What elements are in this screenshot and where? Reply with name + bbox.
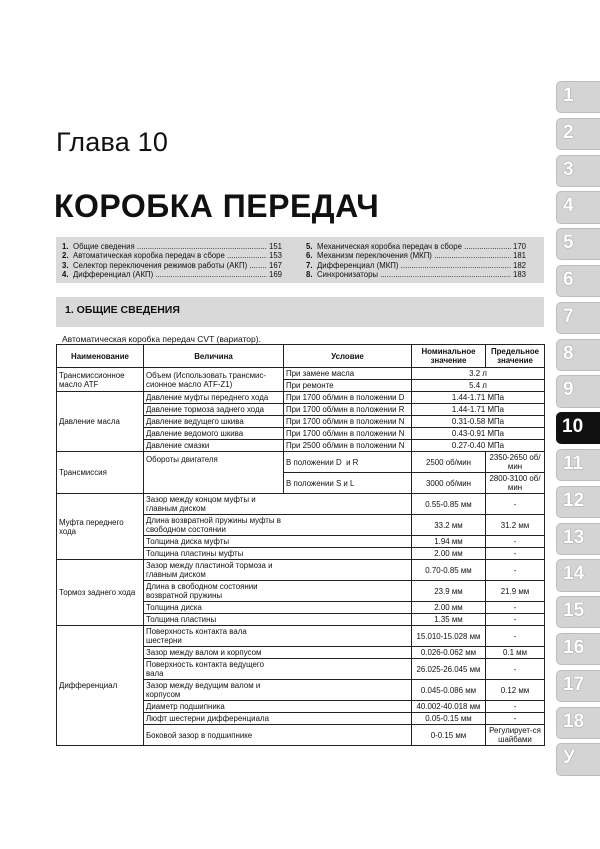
- chapter-tab-label: 9: [563, 379, 574, 401]
- cell-name: Трансмиссия: [57, 452, 144, 494]
- cell-nominal: 15.010-15.028 мм: [412, 626, 486, 647]
- cell-limit: 0.1 мм: [486, 647, 545, 659]
- chapter-label: Глава 10: [56, 127, 169, 157]
- cell-value: [144, 560, 412, 581]
- toc-item[interactable]: [62, 270, 282, 279]
- chapter-tab-6[interactable]: [556, 265, 600, 297]
- chapter-tab-label: 16: [563, 636, 585, 658]
- cell-value: Давление ведомого шкива: [144, 428, 284, 440]
- cell-nominal: 2500 об/мин: [412, 452, 486, 473]
- cell-value-text: Зазор между концом муфты и главным диском: [146, 495, 256, 513]
- section-title: 1. ОБЩИЕ СВЕДЕНИЯ: [65, 304, 180, 316]
- cell-limit: -: [486, 560, 545, 581]
- toc-item-label: Дифференциал (МКП) .....: [317, 261, 511, 270]
- table-header-row: [57, 345, 545, 368]
- cell-value: Боковой зазор в подшипнике: [144, 725, 412, 746]
- cell-value: Давление ведущего шкива: [144, 416, 284, 428]
- cell-value: [144, 659, 412, 680]
- cell-nominal: 1.44-1.71 МПа: [412, 404, 545, 416]
- cell-nominal: 23.9 мм: [412, 581, 486, 602]
- cell-condition: При 1700 об/мин в положении N: [284, 416, 412, 428]
- chapter-tab-14[interactable]: [556, 559, 600, 591]
- chapter-tab-label: 1: [563, 85, 574, 106]
- cell-value: Толщина пластины: [144, 614, 412, 626]
- chapter-tab-label: 11: [563, 452, 584, 474]
- chapter-tab-1[interactable]: [556, 81, 600, 113]
- cell-value: [144, 680, 412, 701]
- cell-name: Трансмиссионное масло ATF: [57, 368, 144, 392]
- toc-item-number: 1.: [62, 242, 69, 251]
- cell-value: Объем (Использовать трансмис-сионное масло ATF-Z1): [144, 368, 284, 392]
- cell-condition-part: В положении D: [286, 457, 342, 467]
- cell-value-text: Длина в свободном состоянии возвратной пружины: [146, 582, 258, 600]
- toc-item-number: 5.: [306, 242, 313, 251]
- cell-value: [144, 626, 412, 647]
- cell-limit: 21.9 мм: [486, 581, 545, 602]
- cell-nominal: 1.94 мм: [412, 536, 486, 548]
- table-row: [57, 494, 545, 515]
- cell-value-text: Поверхность контакта вала шестерни: [146, 627, 247, 645]
- cell-value: Толщина пластины муфты: [144, 548, 412, 560]
- toc-item[interactable]: [62, 242, 282, 251]
- chapter-tab-label: 7: [563, 305, 574, 327]
- column-header: Наименование: [57, 345, 144, 368]
- chapter-tab-12[interactable]: [556, 486, 600, 518]
- chapter-tab-16[interactable]: [556, 633, 600, 665]
- cell-name: Дифференциал: [57, 626, 144, 746]
- chapter-tab-11[interactable]: [556, 449, 600, 481]
- chapter-tab-label: 8: [563, 342, 574, 364]
- cell-limit: 2800-3100 об/мин: [486, 473, 545, 494]
- table-row: [57, 560, 545, 581]
- cell-value: Давление тормоза заднего хода: [144, 404, 284, 416]
- chapter-tab-label: У: [563, 747, 575, 769]
- toc-column-right: [306, 242, 526, 279]
- toc-item-page: 167: [268, 260, 282, 270]
- toc-item-page: 181: [512, 251, 526, 261]
- cell-nominal: 2.00 мм: [412, 602, 486, 614]
- toc-item-number: 3.: [62, 260, 69, 270]
- cell-value-text: Зазор между ведущим валом и корпусом: [146, 681, 261, 699]
- table-row: [57, 392, 545, 404]
- chapter-tab-label: 2: [563, 121, 574, 143]
- chapter-tab-label: 14: [563, 563, 585, 585]
- toc-item-number: 7.: [306, 260, 313, 270]
- toc-item[interactable]: [62, 251, 282, 260]
- cell-limit: 2350-2650 об/мин: [486, 452, 545, 473]
- cell-value: Давление муфты переднего хода: [144, 392, 284, 404]
- column-header: Номинальное значение: [412, 345, 486, 368]
- cell-nominal: 0.43-0.91 МПа: [412, 428, 545, 440]
- section-header: [56, 297, 544, 327]
- cell-value: [144, 581, 412, 602]
- cell-limit: -: [486, 701, 545, 713]
- toc-column-left: [62, 242, 282, 279]
- toc-item-number: 8.: [306, 269, 313, 279]
- chapter-tab-5[interactable]: [556, 228, 600, 260]
- cell-limit: -: [486, 713, 545, 725]
- cell-nominal: 1.44-1.71 МПа: [412, 392, 545, 404]
- cell-nominal: 5.4 л: [412, 380, 545, 392]
- chapter-tab-15[interactable]: [556, 596, 600, 628]
- cell-value: Диаметр подшипника: [144, 701, 412, 713]
- toc-item-page: 151: [268, 242, 282, 251]
- chapter-tab-label: 18: [563, 710, 585, 732]
- cell-limit: -: [486, 494, 545, 515]
- cell-condition-part: и R: [346, 457, 359, 467]
- toc-item-number: 4.: [62, 269, 69, 279]
- cell-nominal: 0.026-0.062 мм: [412, 647, 486, 659]
- cell-nominal: 0-0.15 мм: [412, 725, 486, 746]
- toc-item-label: Общие сведения .....: [73, 242, 267, 251]
- table-of-contents: [56, 237, 544, 283]
- chapter-tab-13[interactable]: [556, 523, 600, 555]
- cell-nominal: 0.70-0.85 мм: [412, 560, 486, 581]
- cell-nominal: 3000 об/мин: [412, 473, 486, 494]
- chapter-tab-4[interactable]: [556, 191, 600, 223]
- toc-item[interactable]: [306, 242, 526, 251]
- cell-condition: [284, 452, 412, 473]
- cell-value-text: Поверхность контакта ведущего вала: [146, 660, 265, 678]
- cell-limit: Регулирует-ся шайбами: [486, 725, 545, 746]
- toc-item-page: 169: [268, 269, 282, 279]
- chapter-tab-10[interactable]: [556, 412, 600, 444]
- cell-value: Зазор между валом и корпусом: [144, 647, 412, 659]
- toc-item-page: 182: [512, 260, 526, 270]
- toc-item[interactable]: [306, 270, 526, 279]
- cell-limit: -: [486, 602, 545, 614]
- cell-value-text: Зазор между пластиной тормоза и главным диском: [146, 561, 273, 579]
- toc-item-label: Механическая коробка передач в сборе .....: [317, 242, 511, 251]
- cell-condition: При 1700 об/мин в положении D: [284, 392, 412, 404]
- chapter-tab-label: 12: [563, 489, 585, 511]
- chapter-tab-label: 3: [563, 158, 574, 180]
- toc-item-number: 2.: [62, 251, 69, 261]
- chapter-tab-label: 17: [563, 673, 585, 695]
- toc-item-page: 183: [512, 269, 526, 279]
- toc-item-page: 170: [512, 242, 526, 251]
- cell-nominal: 33.2 мм: [412, 515, 486, 536]
- chapter-tab-7[interactable]: [556, 302, 600, 334]
- cell-value: [144, 515, 412, 536]
- cell-limit: -: [486, 659, 545, 680]
- cell-value: Давление смазки: [144, 440, 284, 452]
- intro-text: Автоматическая коробка передач CVT (вариатор).: [62, 334, 261, 344]
- cell-condition: При 1700 об/мин в положении R: [284, 404, 412, 416]
- cell-limit: -: [486, 536, 545, 548]
- cell-nominal: 40.002-40.018 мм: [412, 701, 486, 713]
- cell-nominal: 2.00 мм: [412, 548, 486, 560]
- chapter-tab-8[interactable]: [556, 339, 600, 371]
- cell-condition: При 1700 об/мин в положении N: [284, 428, 412, 440]
- cell-nominal: 0.55-0.85 мм: [412, 494, 486, 515]
- cell-nominal: 0.045-0.086 мм: [412, 680, 486, 701]
- cell-limit: -: [486, 614, 545, 626]
- cell-limit: -: [486, 626, 545, 647]
- column-header: Условие: [284, 345, 412, 368]
- cell-condition: При замене масла: [284, 368, 412, 380]
- cell-nominal: 3.2 л: [412, 368, 545, 380]
- toc-item-label: Дифференциал (АКП) .....: [73, 270, 267, 279]
- cell-nominal: 0.31-0.58 МПа: [412, 416, 545, 428]
- table-row: [57, 368, 545, 380]
- table-row: [57, 452, 545, 473]
- chapter-tab-17[interactable]: [556, 670, 600, 702]
- cell-nominal: 0.05-0.15 мм: [412, 713, 486, 725]
- column-header: Величина: [144, 345, 284, 368]
- cell-nominal: 1.35 мм: [412, 614, 486, 626]
- chapter-tab-9[interactable]: [556, 375, 600, 407]
- cell-name: Тормоз заднего хода: [57, 560, 144, 626]
- cell-name: Давление масла: [57, 392, 144, 452]
- cell-value: Толщина диска: [144, 602, 412, 614]
- cell-condition: При ремонте: [284, 380, 412, 392]
- cell-limit: -: [486, 548, 545, 560]
- cell-value: [144, 494, 412, 515]
- cell-name: Муфта переднего хода: [57, 494, 144, 560]
- chapter-tab-label: 6: [563, 268, 574, 290]
- cell-value: Люфт шестерни дифференциала: [144, 713, 412, 725]
- chapter-tab-label: 5: [563, 232, 574, 254]
- chapter-tabs: [556, 81, 600, 780]
- chapter-tab-2[interactable]: [556, 118, 600, 150]
- chapter-tab-label: 10: [562, 416, 584, 438]
- cell-limit: 31.2 мм: [486, 515, 545, 536]
- specifications-table: [56, 344, 545, 746]
- column-header: Предельное значение: [486, 345, 545, 368]
- toc-item[interactable]: [306, 251, 526, 260]
- cell-nominal: 0.27-0.40 МПа: [412, 440, 545, 452]
- cell-condition: В положении S и L: [284, 473, 412, 494]
- toc-item[interactable]: [306, 261, 526, 270]
- toc-item-label: Автоматическая коробка передач в сборе .....: [73, 251, 267, 260]
- chapter-tab-3[interactable]: [556, 155, 600, 187]
- chapter-tab-18[interactable]: [556, 707, 600, 739]
- chapter-title: КОРОБКА ПЕРЕДАЧ: [54, 188, 380, 224]
- cell-value: Обороты двигателя: [144, 452, 284, 494]
- toc-item[interactable]: [62, 261, 282, 270]
- cell-nominal: 26.025-26.045 мм: [412, 659, 486, 680]
- chapter-tab-index[interactable]: [556, 743, 600, 775]
- chapter-tab-label: 15: [563, 600, 585, 622]
- toc-item-label: Селектор переключения режимов работы (АКП) .....: [73, 261, 267, 270]
- toc-item-label: Синхронизаторы .....: [317, 270, 511, 279]
- chapter-tab-label: 4: [563, 195, 574, 217]
- chapter-tab-label: 13: [563, 526, 585, 548]
- cell-condition: При 2500 об/мин в положении N: [284, 440, 412, 452]
- cell-value-text: Длина возвратной пружины муфты в свободном состоянии: [146, 516, 281, 534]
- toc-item-page: 153: [268, 251, 282, 261]
- toc-item-label: Механизм переключения (МКП) .....: [317, 251, 511, 260]
- cell-limit: 0.12 мм: [486, 680, 545, 701]
- table-row: [57, 626, 545, 647]
- toc-item-number: 6.: [306, 251, 313, 261]
- cell-value: Толщина диска муфты: [144, 536, 412, 548]
